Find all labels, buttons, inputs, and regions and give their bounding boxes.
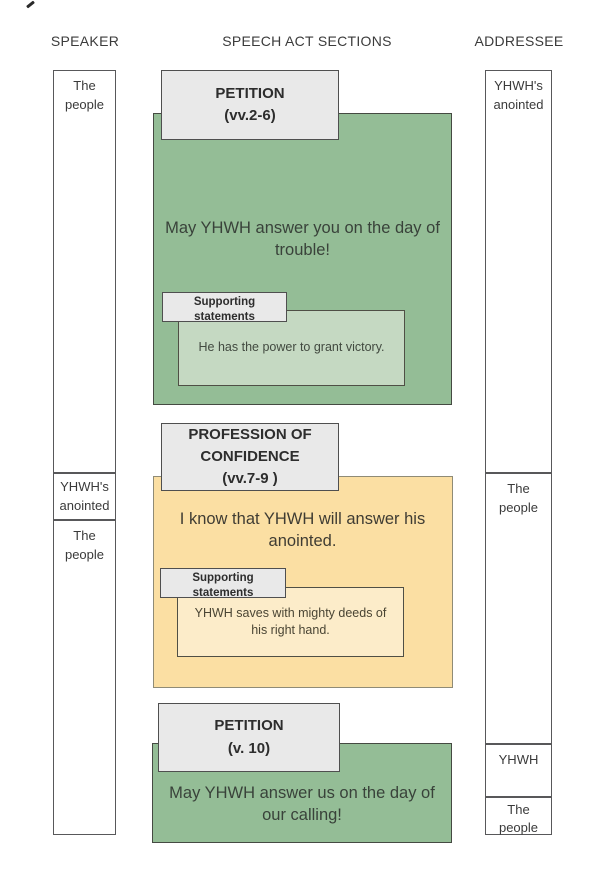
supporting-statement-box: He has the power to grant victory.	[178, 310, 405, 386]
supporting-statements-label: Supporting statements	[160, 568, 286, 598]
speaker-box-the-people-bottom: The people	[53, 520, 116, 835]
corner-artifact-mark	[26, 1, 35, 9]
speaker-box-yhwhs-anointed: YHWH's anointed	[53, 473, 116, 520]
supporting-statements-label: Supporting statements	[162, 292, 287, 322]
addressee-box-the-people-middle: The people	[485, 473, 552, 744]
section-title-petition-vv2-6: PETITION (vv.2-6)	[161, 70, 339, 140]
addressee-box-yhwh: YHWH	[485, 744, 552, 797]
section-title-profession-of-confidence: PROFESSION OF CONFIDENCE (vv.7-9 )	[161, 423, 339, 491]
addressee-box-the-people-bottom: The people	[485, 797, 552, 835]
supporting-statement-box: YHWH saves with mighty deeds of his right hand.	[177, 587, 404, 657]
speaker-box-the-people-top: The people	[53, 70, 116, 473]
column-header-addressee: ADDRESSEE	[474, 33, 564, 49]
section-title-petition-v10: PETITION (v. 10)	[158, 703, 340, 772]
addressee-box-yhwhs-anointed: YHWH's anointed	[485, 70, 552, 473]
section-statement: May YHWH answer us on the day of our calling!	[169, 784, 435, 825]
column-header-speech-act-sections: SPEECH ACT SECTIONS	[222, 33, 392, 49]
section-statement: I know that YHWH will answer his anointed.	[179, 510, 426, 551]
column-header-speaker: SPEAKER	[50, 33, 120, 49]
section-statement: May YHWH answer you on the day of trouble!	[165, 219, 440, 260]
